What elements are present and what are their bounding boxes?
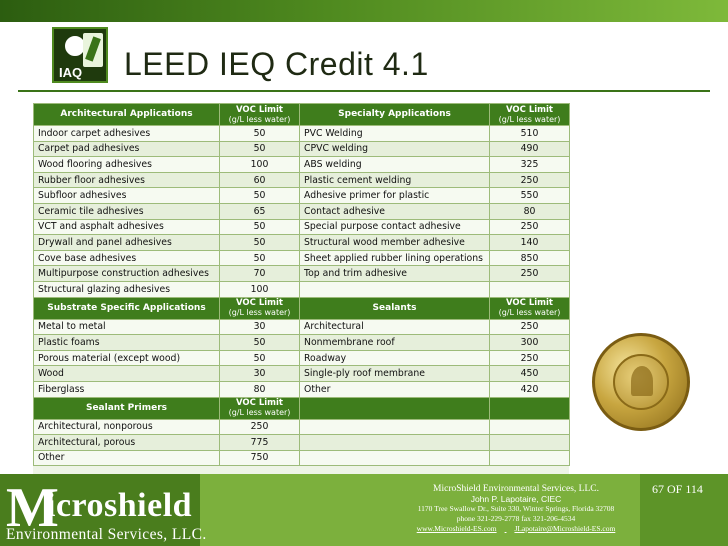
table-header-row (34, 104, 570, 126)
voc-limit-cell: 250 (490, 266, 570, 282)
brand-subtitle: Environmental Services, LLC. (6, 526, 207, 543)
voc-limit-cell: 250 (490, 319, 570, 335)
voc-limit-cell: 50 (220, 250, 300, 266)
application-cell: Architectural, porous (34, 435, 220, 451)
voc-limit-cell: 50 (220, 126, 300, 142)
header-cell: Architectural Applications (34, 104, 220, 126)
application-cell: Fiberglass (34, 381, 220, 397)
voc-limit-cell: 450 (490, 366, 570, 382)
slide-title: LEED IEQ Credit 4.1 (124, 46, 429, 82)
voc-limit-cell: 50 (220, 219, 300, 235)
table-header-row (34, 297, 570, 319)
usgbc-medal-icon (592, 333, 690, 431)
table-row (34, 266, 570, 282)
contact-name: John P. Lapotaire, CIEC (470, 494, 562, 504)
application-cell: Architectural (300, 319, 490, 335)
table-row (34, 203, 570, 219)
header-cell (220, 297, 300, 319)
medal-emblem (613, 354, 669, 410)
header-cell (220, 397, 300, 419)
voc-limit-cell (490, 281, 570, 297)
header-voc-unit: (g/L less water) (228, 114, 291, 124)
header-voc-unit: (g/L less water) (228, 308, 291, 318)
application-cell: Metal to metal (34, 319, 220, 335)
voc-limit-cell: 70 (220, 266, 300, 282)
header-cell: Sealant Primers (34, 397, 220, 419)
voc-limit-cell: 50 (220, 141, 300, 157)
header-cell: Specialty Applications (300, 104, 490, 126)
voc-limit-cell: 420 (490, 381, 570, 397)
table-row (34, 141, 570, 157)
table-row (34, 319, 570, 335)
application-cell: Multipurpose construction adhesives (34, 266, 220, 282)
table-row (34, 381, 570, 397)
application-cell: VCT and asphalt adhesives (34, 219, 220, 235)
table-row (34, 350, 570, 366)
header-voc-label: VOC Limit (235, 398, 283, 408)
contact-block (398, 484, 634, 534)
voc-limit-cell: 250 (490, 350, 570, 366)
application-cell: Plastic foams (34, 335, 220, 351)
header-voc-label: VOC Limit (505, 104, 553, 115)
application-cell: Plastic cement welding (300, 172, 490, 188)
header-voc-label: VOC Limit (505, 298, 553, 309)
page-number: 67 OF 114 (652, 482, 703, 496)
table-row (34, 419, 570, 435)
application-cell (300, 281, 490, 297)
voc-limit-cell: 775 (220, 435, 300, 451)
application-cell: Other (300, 381, 490, 397)
voc-limit-cell: 250 (490, 219, 570, 235)
application-cell: Wood (34, 366, 220, 382)
brand-name: icroshield (46, 487, 193, 524)
table-row (34, 235, 570, 251)
voc-limit-cell: 510 (490, 126, 570, 142)
voc-limit-cell: 325 (490, 157, 570, 173)
voc-limit-cell: 30 (220, 366, 300, 382)
header-cell (490, 104, 570, 126)
leaf-icon (83, 33, 103, 67)
voc-limit-cell: 100 (220, 281, 300, 297)
table-row (34, 188, 570, 204)
website-link[interactable]: www.Microshield-ES.com (416, 524, 497, 533)
application-cell: Structural glazing adhesives (34, 281, 220, 297)
table-row (34, 281, 570, 297)
application-cell: Roadway (300, 350, 490, 366)
application-cell: Adhesive primer for plastic (300, 188, 490, 204)
application-cell: Wood flooring adhesives (34, 157, 220, 173)
application-cell: Single-ply roof membrane (300, 366, 490, 382)
voc-limit-cell: 80 (490, 203, 570, 219)
voc-limit-cell: 750 (220, 450, 300, 466)
leed-iaq-logo-icon (52, 27, 108, 83)
application-cell: Structural wood member adhesive (300, 235, 490, 251)
application-cell: Ceramic tile adhesives (34, 203, 220, 219)
top-bar (0, 0, 728, 22)
web-email (398, 524, 634, 534)
application-cell (300, 435, 490, 451)
voc-limit-cell (490, 435, 570, 451)
application-cell: Subfloor adhesives (34, 188, 220, 204)
header-voc-label: VOC Limit (235, 104, 283, 115)
application-cell: Sheet applied rubber lining operations (300, 250, 490, 266)
header-cell (490, 397, 570, 419)
header-voc-unit: (g/L less water) (228, 408, 291, 417)
logo-label: IAQ (59, 65, 83, 80)
voc-limit-cell: 60 (220, 172, 300, 188)
application-cell: Top and trim adhesive (300, 266, 490, 282)
voc-limit-cell: 140 (490, 235, 570, 251)
voc-limit-cell (490, 450, 570, 466)
table-row (34, 126, 570, 142)
application-cell (300, 419, 490, 435)
voc-limits-table (33, 103, 569, 474)
application-cell: ABS welding (300, 157, 490, 173)
header-cell: Substrate Specific Applications (34, 297, 220, 319)
application-cell: Drywall and panel adhesives (34, 235, 220, 251)
voc-limit-cell: 80 (220, 381, 300, 397)
voc-limit-cell (490, 419, 570, 435)
application-cell: PVC Welding (300, 126, 490, 142)
application-cell: Cove base adhesives (34, 250, 220, 266)
application-cell: Special purpose contact adhesive (300, 219, 490, 235)
application-cell: Carpet pad adhesives (34, 141, 220, 157)
table-row (34, 366, 570, 382)
application-cell: Contact adhesive (300, 203, 490, 219)
voc-limit-cell: 300 (490, 335, 570, 351)
voc-limit-cell: 250 (220, 419, 300, 435)
application-cell: Architectural, nonporous (34, 419, 220, 435)
voc-limit-cell: 490 (490, 141, 570, 157)
brand-initial: M (6, 477, 59, 539)
voc-limit-cell: 50 (220, 235, 300, 251)
application-cell: Other (34, 450, 220, 466)
voc-limit-cell: 100 (220, 157, 300, 173)
header-cell: Sealants (300, 297, 490, 319)
header-voc-label: VOC Limit (235, 298, 283, 309)
table-header-row (34, 397, 570, 419)
application-cell: Rubber floor adhesives (34, 172, 220, 188)
application-cell (300, 450, 490, 466)
table-row (34, 450, 570, 466)
header-cell (490, 297, 570, 319)
voc-limit-cell: 50 (220, 350, 300, 366)
table-row (34, 435, 570, 451)
header-voc-unit: (g/L less water) (498, 308, 561, 318)
table-row (34, 172, 570, 188)
email-link[interactable]: JLapotaire@Microshield-ES.com (514, 524, 616, 533)
voc-limit-cell: 250 (490, 172, 570, 188)
application-cell: Indoor carpet adhesives (34, 126, 220, 142)
voc-limit-cell: 30 (220, 319, 300, 335)
voc-limit-cell: 65 (220, 203, 300, 219)
voc-limit-cell: 850 (490, 250, 570, 266)
table-row (34, 335, 570, 351)
address: 1170 Tree Swallow Dr., Suite 330, Winter Springs, Florida 32708 (417, 504, 615, 513)
header-cell (220, 104, 300, 126)
title-divider (18, 90, 710, 92)
table-row (34, 250, 570, 266)
voc-limit-cell: 550 (490, 188, 570, 204)
voc-limit-cell: 50 (220, 188, 300, 204)
voc-limit-cell: 50 (220, 335, 300, 351)
header-voc-unit: (g/L less water) (498, 114, 561, 124)
table-row (34, 157, 570, 173)
phone-fax: phone 321-229-2778 fax 321-206-4534 (456, 514, 576, 523)
application-cell: Nonmembrane roof (300, 335, 490, 351)
application-cell: Porous material (except wood) (34, 350, 220, 366)
table-row (34, 219, 570, 235)
company-name: MicroShield Environmental Services, LLC. (433, 484, 599, 494)
header-cell (300, 397, 490, 419)
application-cell: CPVC welding (300, 141, 490, 157)
